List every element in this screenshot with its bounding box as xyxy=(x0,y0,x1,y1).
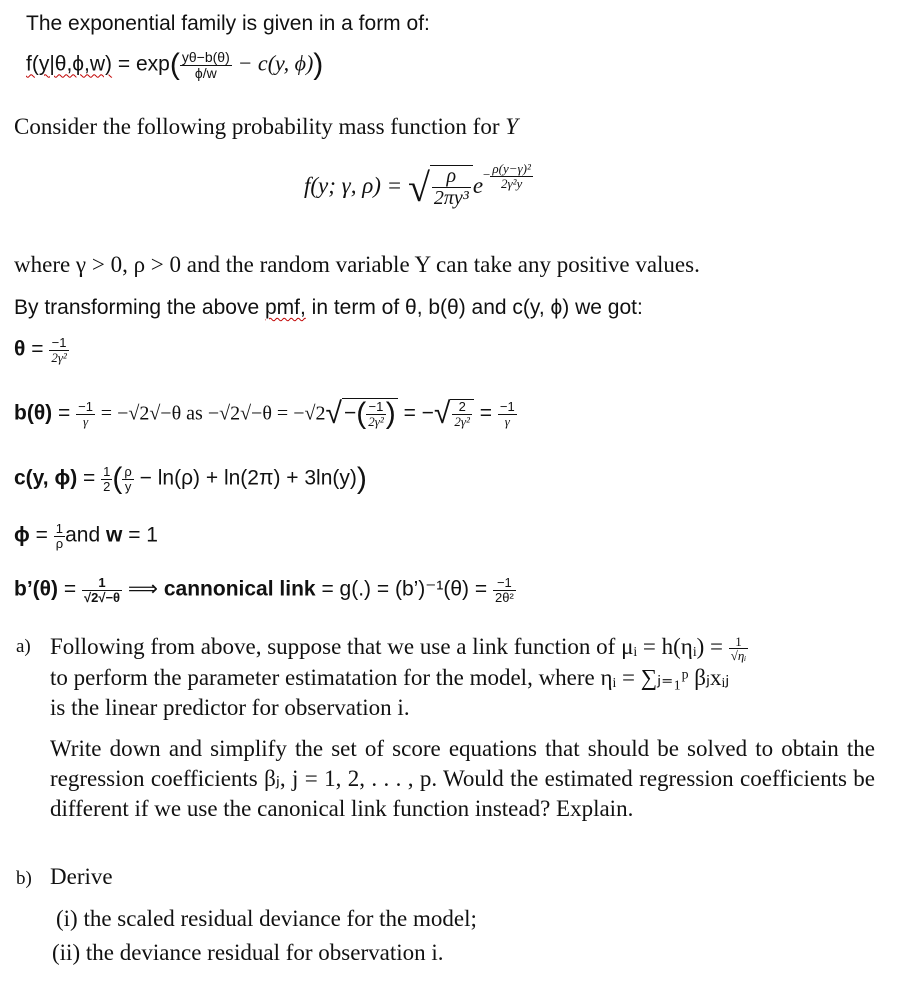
sqrt-fraction xyxy=(432,166,471,209)
transform-line xyxy=(14,296,643,320)
canonical-link-label: cannonical link xyxy=(163,577,316,601)
e-base: e xyxy=(472,173,484,199)
b-frac2-num: 2 xyxy=(452,400,472,415)
sqrt-num: ρ xyxy=(432,166,471,188)
part-b-item-i: (i) the scaled residual deviance for the model; xyxy=(56,906,477,931)
pmf-formula: f(y; γ, ρ) = √ $\frac{\rho}{\text{2πy³}}$ e− $\frac{\text{ρ(y−γ)²}}{\text{2γ²y}}$ xyxy=(304,161,531,210)
c-eq: = xyxy=(83,466,96,490)
c-lhs: c(y, ϕ) xyxy=(14,466,78,490)
b-frac2-den: 2γ² xyxy=(454,413,470,429)
b-frac1-num: −1 xyxy=(78,398,93,414)
link-fraction xyxy=(493,576,516,604)
exp-eq: = exp xyxy=(117,52,170,76)
link-h-fraction xyxy=(729,635,749,663)
b-frac2 xyxy=(452,400,472,428)
b-eq2: = xyxy=(479,401,493,425)
part-a-line1: Following from above, suppose that we use a link function of μᵢ = h(ηᵢ) = xyxy=(50,634,723,659)
density-lhs: f(y|θ,ϕ,w) xyxy=(26,52,113,76)
bprime-den: √2√−θ xyxy=(83,589,121,605)
b-frac3-num: −1 xyxy=(499,398,515,414)
theta-lhs: θ xyxy=(14,337,26,361)
sqrt-den: 2πy³ xyxy=(433,187,469,210)
implies-arrow: ⟹ xyxy=(127,577,159,601)
bprime-lhs: b’(θ) xyxy=(14,577,58,601)
theta-num: −1 xyxy=(49,336,69,351)
exp-power xyxy=(490,162,532,190)
part-a-marker: a) xyxy=(16,636,31,657)
pmf-intro xyxy=(14,114,518,140)
part-a-paragraph-1 xyxy=(50,632,875,723)
w-symbol: w xyxy=(106,523,123,547)
theta-den: 2γ² xyxy=(51,349,67,365)
rho-y-fraction xyxy=(122,465,133,493)
b-inner-frac xyxy=(366,400,386,428)
bprime-eq: = xyxy=(63,577,77,601)
b-frac3 xyxy=(498,400,517,428)
conditions: where γ > 0, ρ > 0 and the random variable Y can take any positive values. xyxy=(14,252,700,277)
c-term: − c(y, ϕ) xyxy=(237,50,314,76)
pmf-word: pmf, xyxy=(264,296,306,319)
bprime-line xyxy=(14,576,516,604)
rho-num: ρ xyxy=(124,463,132,479)
b-frac1-den: γ xyxy=(82,413,89,429)
exp-frac-den: ϕ/w xyxy=(194,64,217,81)
phi-eq: = xyxy=(35,523,48,547)
bprime-fraction xyxy=(82,576,122,604)
part-a-paragraph-2: Write down and simplify the set of score equations that should be solved to obtain the regression coefficients βⱼ, j = 1, 2, . . . , p. Would the estimated regression coefficients be different if we use the canonical link function instead? Explain. xyxy=(50,736,875,821)
exp-power-num: ρ(y−γ)² xyxy=(492,161,531,176)
b-frac3-den: γ xyxy=(504,413,510,429)
transform-before: By transforming the above xyxy=(14,296,260,319)
b-mid1: = −√2√−θ as −√2√−θ = −√2 xyxy=(100,402,326,425)
part-b-title: Derive xyxy=(50,864,113,889)
phi-and: and xyxy=(65,523,101,547)
y-den: y xyxy=(124,478,132,494)
theta-eq: = xyxy=(31,337,44,361)
theta-fraction xyxy=(49,336,69,364)
part-b-item-ii: (ii) the deviance residual for observation i. xyxy=(52,940,444,965)
c-line: c(y, ϕ) = $\frac{1}{2}$ ( $\frac{\rho}{y}$ − ln(ρ) + ln(2π) + 3ln(y)) xyxy=(14,462,367,495)
bprime-num: 1 xyxy=(82,576,122,591)
half-num: 1 xyxy=(103,463,111,479)
link-h-den: √ηᵢ xyxy=(730,648,747,664)
theta-line xyxy=(14,336,69,364)
intro-line: The exponential family is given in a form of: xyxy=(26,12,430,35)
b-inner-num: −1 xyxy=(366,400,386,415)
phi-num: 1 xyxy=(54,522,65,537)
part-b-marker: b) xyxy=(16,868,32,889)
exp-family-formula: f(y|θ,ϕ,w) = exp( $\frac{y\theta-b(\theta)}{\phi/w}$ − c(y, ϕ)) xyxy=(26,48,324,82)
pmf-lhs: f(y; γ, ρ) = xyxy=(304,173,403,199)
c-rest: − ln(ρ) + ln(2π) + 3ln(y) xyxy=(139,466,357,490)
link-num: −1 xyxy=(493,576,516,591)
phi-line xyxy=(14,522,158,550)
link-den: 2θ² xyxy=(494,589,514,605)
phi-fraction xyxy=(54,522,65,550)
exp-power-den: 2γ²y xyxy=(500,175,523,191)
exp-frac-num: yθ−b(θ) xyxy=(181,49,230,65)
half-fraction xyxy=(101,465,112,493)
b-theta-line: b(θ) = $\frac{-1}{\gamma}$ = −√2√−θ as −√2√−θ = −√2√−( $\frac{-1}{\text{2γ²}}$ ) = −√ $\frac{2}{\text{2γ²}}$ = $\frac{-1}{\gamma}$ xyxy=(14,397,515,430)
b-eq: = xyxy=(58,401,71,425)
part-a-line3: is the linear predictor for observation i. xyxy=(50,694,410,720)
b-lhs: b(θ) xyxy=(14,401,53,425)
transform-after: in term of θ, b(θ) and c(y, ϕ) we got: xyxy=(311,296,643,319)
link-h-num: 1 xyxy=(729,635,749,650)
b-frac1 xyxy=(76,400,95,428)
var-Y: Y xyxy=(505,114,519,139)
part-a-line2: to perform the parameter estimatation for the model, where ηᵢ = ∑ⱼ₌₁ᵖ βⱼxᵢⱼ xyxy=(50,664,730,690)
w-eq: = 1 xyxy=(128,523,158,547)
exp-fraction xyxy=(180,50,232,80)
b-inner-den: 2γ² xyxy=(368,413,384,429)
pmf-intro-text: Consider the following probability mass function for xyxy=(14,114,500,139)
phi-den: ρ xyxy=(55,535,64,551)
half-den: 2 xyxy=(103,478,111,494)
bprime-mid: = g(.) = (b’)⁻¹(θ) = xyxy=(321,577,488,601)
b-mid2: = xyxy=(403,401,416,425)
phi-lhs: ϕ xyxy=(14,523,30,547)
